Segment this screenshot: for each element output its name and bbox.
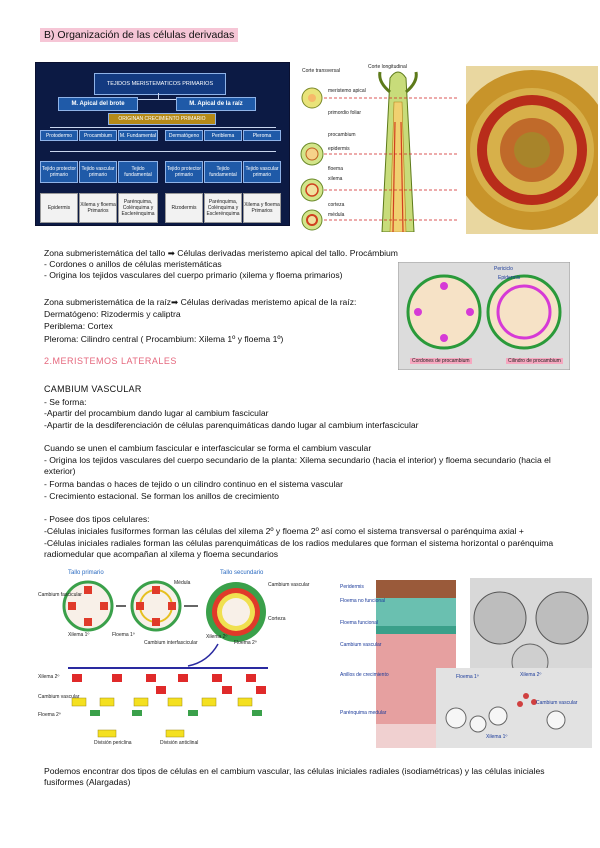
label-tallo-secundario: Tallo secundario	[220, 570, 264, 576]
level4-box-3: Rizodermis	[165, 193, 203, 223]
apex-root-box: M. Apical de la raíz	[176, 97, 256, 111]
left-label-1: Cambium vascular	[38, 694, 80, 700]
label-d6-0: Floema 1º	[456, 674, 479, 680]
label-4: floema	[328, 166, 344, 172]
left-label-0: Xilema 2º	[38, 674, 60, 680]
level2-box-5: Pleroma	[243, 130, 281, 141]
level4-box-4: Parénquima, Colénquima y Esclerénquima	[204, 193, 242, 223]
label-5: xilema	[328, 176, 343, 182]
growth-band: ORIGINAN CRECIMIENTO PRIMARIO	[108, 113, 216, 125]
cambium-formation-diagram	[38, 570, 310, 748]
text-line: Zona submeristemática de la raíz➡ Células derivadas meristemo apical de la raíz:	[44, 297, 357, 307]
caption-anticlinal: División anticlinal	[160, 740, 199, 746]
label-d4-4: Médula	[174, 580, 191, 586]
label-d6-3: Xilema 1º	[486, 734, 508, 740]
label-d4-7: Xilema 2º	[206, 634, 228, 640]
label-d5-4: Anillos de crecimiento	[340, 672, 389, 678]
text-line: Zona submeristemática del tallo ➡ Células derivadas meristemo apical del tallo. Procámbium	[44, 248, 398, 258]
level4-box-5: Xilema y floema Primarios	[243, 193, 281, 223]
label-d4-3: Cambium interfascicular	[144, 640, 198, 646]
text-line: Dermatógeno: Rizodermis y caliptra	[44, 309, 181, 319]
level4-box-0: Epidermis	[40, 193, 78, 223]
label-d4-1: Xilema 1º	[68, 632, 90, 638]
level2-box-2: M. Fundamental	[118, 130, 158, 141]
text-line: - Origina los tejidos vasculares del cuerpo secundario de la planta: Xilema secundario (hacia el interior) y floema secundario (hacia el exterior)	[44, 455, 551, 476]
text-line: -Apartir de la desdiferenciación de células parenquimáticas dando lugar al cambium interfascicular	[44, 420, 419, 430]
text-line: - Se forma:	[44, 397, 87, 407]
level3-box-2: Tejido fundamental	[118, 161, 158, 183]
meristem-hierarchy-diagram	[35, 62, 290, 226]
level3-box-5: Tejido vascular primario	[243, 161, 281, 183]
caption-periclina: División periclina	[94, 740, 132, 746]
diagram-top-box: TEJIDOS MERISTEMATICOS PRIMARIOS	[94, 73, 226, 95]
label-d5-0: Peridermis	[340, 584, 364, 590]
level3-box-3: Tejido protector primario	[165, 161, 203, 183]
label-d4-0: Cambium fascicular	[38, 592, 82, 598]
label-longitudinal: Corte longitudinal	[368, 64, 407, 70]
text-line: Cuando se unen el cambium fascicular e interfascicular se forma el cambium vascular	[44, 443, 372, 453]
text-line: Periblema: Cortex	[44, 321, 113, 331]
label-transversal: Corte transversal	[302, 68, 341, 74]
label-d5-1: Floema no funcional	[340, 598, 386, 604]
stem-sections-illustration	[298, 62, 466, 232]
text-line: -Células iniciales radiales forman las células parenquimáticas de los radios medulares que forman el sistema horizontal o parénquima radiomedular que acompañan al xilema y floema secundarios	[44, 538, 554, 559]
stem-micrograph	[466, 66, 598, 234]
level4-box-2: Parénquima, Colénquima y Esclerénquima	[118, 193, 158, 223]
level2-box-1: Procambium	[79, 130, 117, 141]
label-d6-1: Xilema 2º	[520, 672, 542, 678]
label-6: corteza	[328, 202, 345, 208]
text-line: -Apartir del procambium dando lugar al cambium fascicular	[44, 408, 269, 418]
level2-box-4: Periblema	[204, 130, 242, 141]
label-0: meristemo apical	[328, 88, 366, 94]
label-d6-2: Cambium vascular	[536, 700, 578, 706]
caption-cilindro: Cilindro de procambium	[508, 358, 561, 364]
text-line: - Origina los tejidos vasculares del cuerpo primario (xilema y floema primarios)	[44, 270, 343, 280]
subheading: CAMBIUM VASCULAR	[44, 384, 142, 394]
apex-shoot-box: M. Apical del brote	[58, 97, 138, 111]
level3-box-0: Tejido protector primario	[40, 161, 78, 183]
page-title: B) Organización de las células derivadas	[40, 28, 238, 42]
level2-box-3: Dermatógeno	[165, 130, 203, 141]
label-1: primordio foliar	[328, 110, 362, 116]
text-line: Pleroma: Cilindro central ( Procambium: Xilema 1º y floema 1º)	[44, 334, 284, 344]
label-7: médula	[328, 212, 345, 218]
label-epidermis: Epidermis	[498, 275, 521, 281]
label-d5-3: Cambium vascular	[340, 642, 382, 648]
procambium-diagram	[398, 262, 570, 370]
level4-box-1: Xilema y floema Primarios	[79, 193, 117, 223]
text-line: - Forma bandas o haces de tejido o un cilindro continuo en el sistema vascular	[44, 479, 344, 489]
level3-box-1: Tejido vascular primario	[79, 161, 117, 183]
label-d4-5: Cambium vascular	[268, 582, 310, 588]
label-periciclo: Periciclo	[494, 266, 513, 272]
level3-box-4: Tejido fundamental	[204, 161, 242, 183]
label-d5-2: Floema funcional	[340, 620, 379, 626]
text-line: -Células iniciales fusiformes forman las células del xilema 2º y floema 2º así como el sistema transversal o parénquima axial +	[44, 526, 524, 536]
cell-micrograph-bottom	[436, 668, 592, 748]
level2-box-0: Protodermo	[40, 130, 78, 141]
label-d4-8: Floema 2º	[234, 640, 257, 646]
cell-micrograph-top	[470, 578, 592, 670]
label-d4-2: Floema 1º	[112, 632, 135, 638]
text-line: - Crecimiento estacional. Se forman los anillos de crecimiento	[44, 491, 279, 501]
caption-cordones: Cordones de procambium	[412, 358, 470, 364]
closing-paragraph: Podemos encontrar dos tipos de células en el cambium vascular, las células iniciales radiales (isodiamétricas) y las células iniciales fusiformes (Alargadas)	[44, 766, 545, 787]
label-d4-6: Corteza	[268, 616, 286, 622]
text-line: - Cordones o anillos de células meristemáticas	[44, 259, 222, 269]
text-line: - Posee dos tipos celulares:	[44, 514, 150, 524]
label-3: epidermis	[328, 146, 350, 152]
label-d5-5: Parénquima medular	[340, 710, 387, 716]
left-label-2: Floema 2º	[38, 712, 61, 718]
label-2: procambium	[328, 132, 356, 138]
section-heading: 2.MERISTEMOS LATERALES	[44, 356, 177, 366]
label-tallo-primario: Tallo primario	[68, 570, 104, 576]
